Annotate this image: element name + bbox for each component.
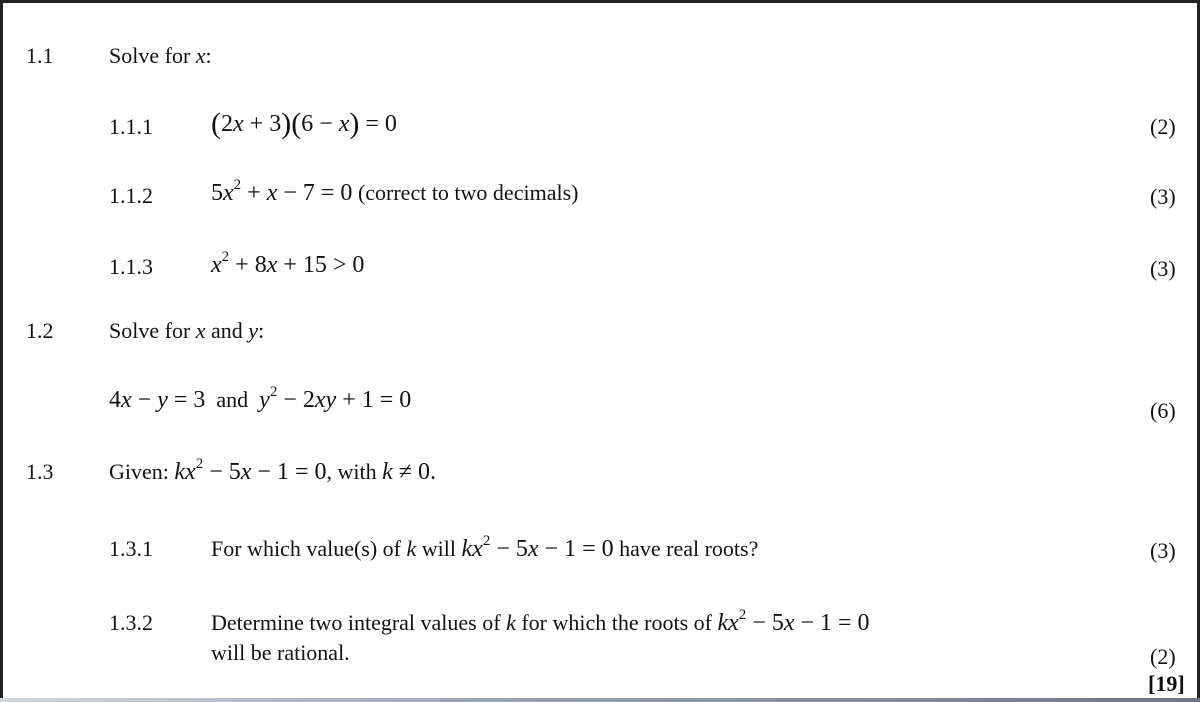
question-1-1-prompt <box>109 45 212 67</box>
equation-quadratic: $y^2 - 2xy + 1 = 0$ <box>259 384 412 413</box>
prompt-colon: : <box>205 43 212 68</box>
page-border-left <box>0 0 3 702</box>
subquestion-number-1-1-3: 1.1.3 <box>109 254 153 279</box>
question-number-1-3: 1.3 <box>26 459 54 484</box>
prompt-text: Solve for <box>109 318 191 343</box>
inequality-1-1-3: $x^2 + 8x + 15 > 0$ <box>211 249 365 278</box>
subquestion-number-1-1-2: 1.1.2 <box>109 183 153 208</box>
given-label: Given: <box>109 459 169 484</box>
equation-1-1-2: $5x^2 + x - 7 = 0$ <box>211 177 353 206</box>
page-border-bottom <box>0 698 1200 702</box>
given-equation: $kx^2 - 5x - 1 = 0$ <box>174 456 327 485</box>
text-part-c: have real roots? <box>619 536 759 561</box>
equation-joiner: and <box>216 387 249 412</box>
variable-y: y <box>248 318 259 343</box>
system-of-equations-1-2 <box>109 384 412 413</box>
equation-1-1-1: (2x + 3)(6 − x) = 0 <box>211 107 397 140</box>
prompt-variable: x <box>195 43 206 68</box>
text-part-b: will <box>421 536 457 561</box>
precision-note: (correct to two decimals) <box>357 180 579 205</box>
prompt-text: Solve for <box>109 43 191 68</box>
equation-1-3-2: $kx^2 - 5x - 1 = 0$ <box>717 607 870 636</box>
prompt-and: and <box>211 318 243 343</box>
text-part-b: for which the roots of <box>521 610 712 635</box>
prompt-colon: : <box>258 318 265 343</box>
question-1-3-2-line2: will be rational. <box>211 640 350 665</box>
mark-1-3-1: (3) <box>1150 538 1176 563</box>
variable-x: x <box>195 318 206 343</box>
mark-1-3-2: (2) <box>1150 644 1176 669</box>
mark-1-2: (6) <box>1150 398 1176 423</box>
text-part-a: Determine two integral values of <box>211 610 501 635</box>
text-part-a: For which value(s) of <box>211 536 402 561</box>
question-number-1-2: 1.2 <box>26 318 54 343</box>
question-1-3-2-text <box>211 607 870 636</box>
equation-linear: 4x − y = 3 <box>109 387 206 413</box>
mark-1-1-1: (2) <box>1150 114 1176 139</box>
variable-k: k <box>506 610 516 635</box>
subquestion-number-1-3-2: 1.3.2 <box>109 610 153 635</box>
variable-k: k <box>406 536 417 561</box>
equation-1-3-1: $kx^2 - 5x - 1 = 0$ <box>461 533 614 562</box>
page-border-top <box>0 0 1200 3</box>
subquestion-number-1-3-1: 1.3.1 <box>109 536 153 561</box>
mark-1-1-3: (3) <box>1150 256 1176 281</box>
subquestion-number-1-1-1: 1.1.1 <box>109 114 153 139</box>
total-marks: [19] <box>1148 671 1185 696</box>
given-condition: k ≠ 0. <box>382 459 436 485</box>
mark-1-1-2: (3) <box>1150 184 1176 209</box>
equation-1-1-2-line <box>211 177 579 206</box>
question-number-1-1: 1.1 <box>26 43 54 68</box>
question-1-3-1-text <box>211 533 759 562</box>
question-1-3-given <box>109 456 436 485</box>
given-with: , with <box>326 459 377 484</box>
question-1-2-prompt <box>109 320 264 342</box>
